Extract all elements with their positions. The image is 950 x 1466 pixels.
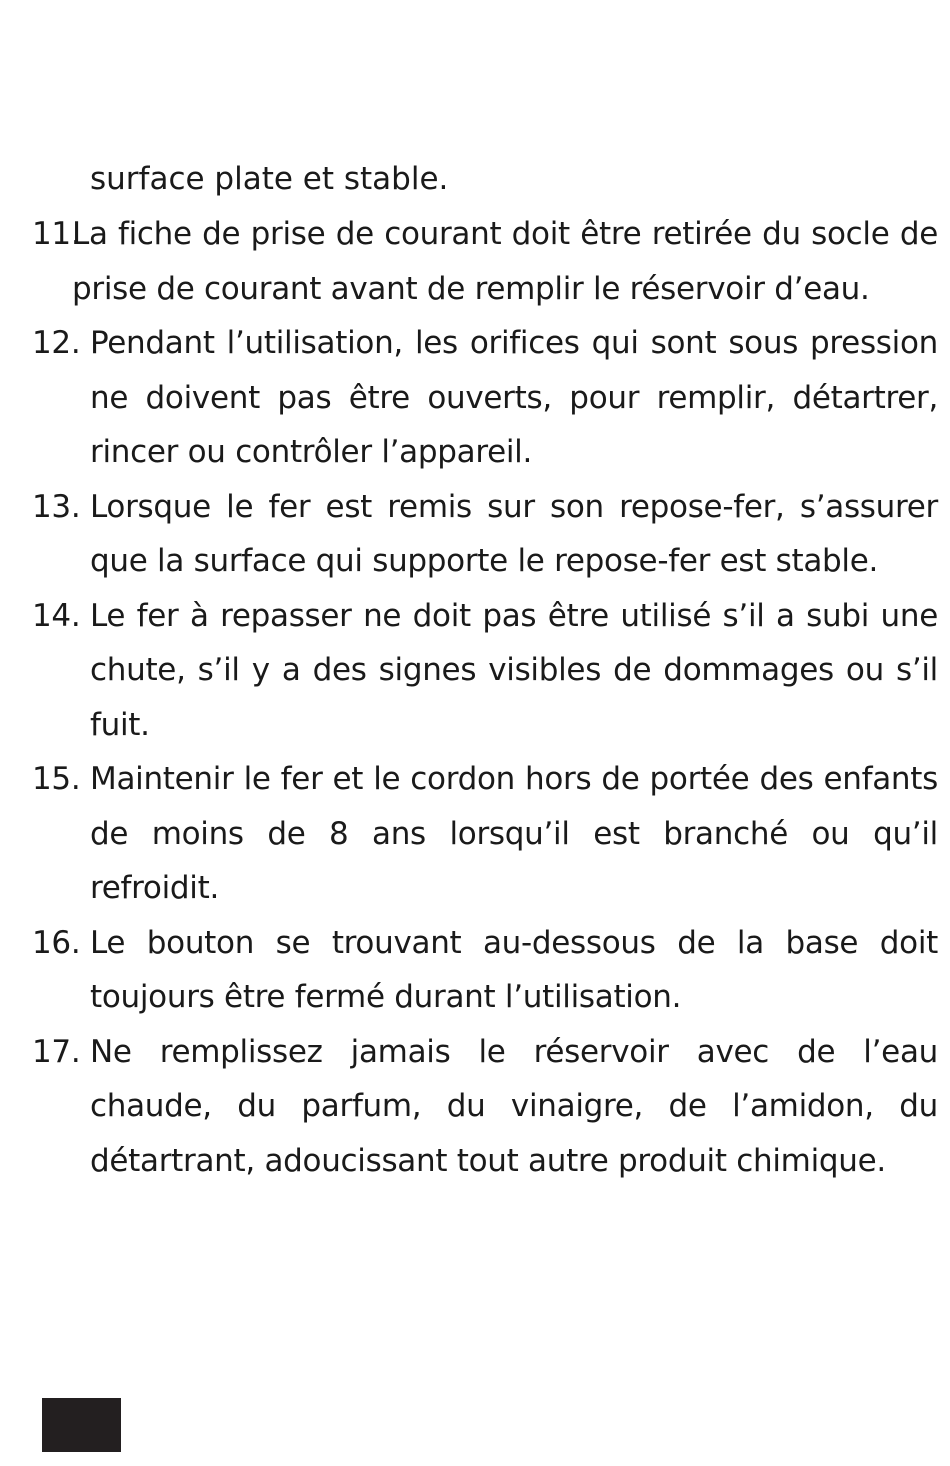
list-item bbox=[32, 316, 938, 480]
list-item bbox=[32, 752, 938, 916]
list-item bbox=[32, 916, 938, 1025]
page-number-block bbox=[42, 1398, 121, 1452]
item-text: Ne remplissez jamais le réservoir avec de l’eau chaude, du parfum, du vinaigre, de l’amidon, du détartrant, adoucissant tout autre produit chimique. bbox=[90, 1033, 938, 1179]
item-text: Lorsque le fer est remis sur son repose-fer, s’assurer que la surface qui supporte le repose-fer est stable. bbox=[90, 488, 938, 579]
item-number: 13. bbox=[32, 488, 81, 525]
item-text: Le fer à repasser ne doit pas être utilisé s’il a subi une chute, s’il y a des signes visibles de dommages ou s’il fuit. bbox=[90, 597, 938, 743]
item-number: 15. bbox=[32, 761, 81, 797]
item-text: Maintenir le fer et le cordon hors de portée des enfants de moins de 8 ans lorsqu’il est branché ou qu’il refroidit. bbox=[90, 761, 938, 906]
list-item bbox=[32, 480, 938, 589]
list-item bbox=[32, 589, 938, 753]
item-text: La fiche de prise de courant doit être retirée du socle de prise de courant avant de remplir le réservoir d’eau. bbox=[72, 216, 938, 307]
safety-instructions-list bbox=[32, 207, 938, 1188]
item-text: Pendant l’utilisation, les orifices qui sont sous pression ne doivent pas être ouverts, pour remplir, détartrer, rincer ou contrôler l’appareil. bbox=[90, 325, 938, 470]
item-text: Le bouton se trouvant au-dessous de la base doit toujours être fermé durant l’utilisation. bbox=[90, 924, 938, 1015]
item-number: 12. bbox=[32, 325, 81, 361]
list-item bbox=[32, 207, 938, 316]
item-number: 16. bbox=[32, 924, 81, 961]
item-number: 14. bbox=[32, 597, 81, 634]
list-item bbox=[32, 1025, 938, 1189]
item-number: 11. bbox=[32, 216, 81, 252]
item-number: 17. bbox=[32, 1033, 81, 1070]
continuation-text: surface plate et stable. bbox=[90, 161, 449, 197]
